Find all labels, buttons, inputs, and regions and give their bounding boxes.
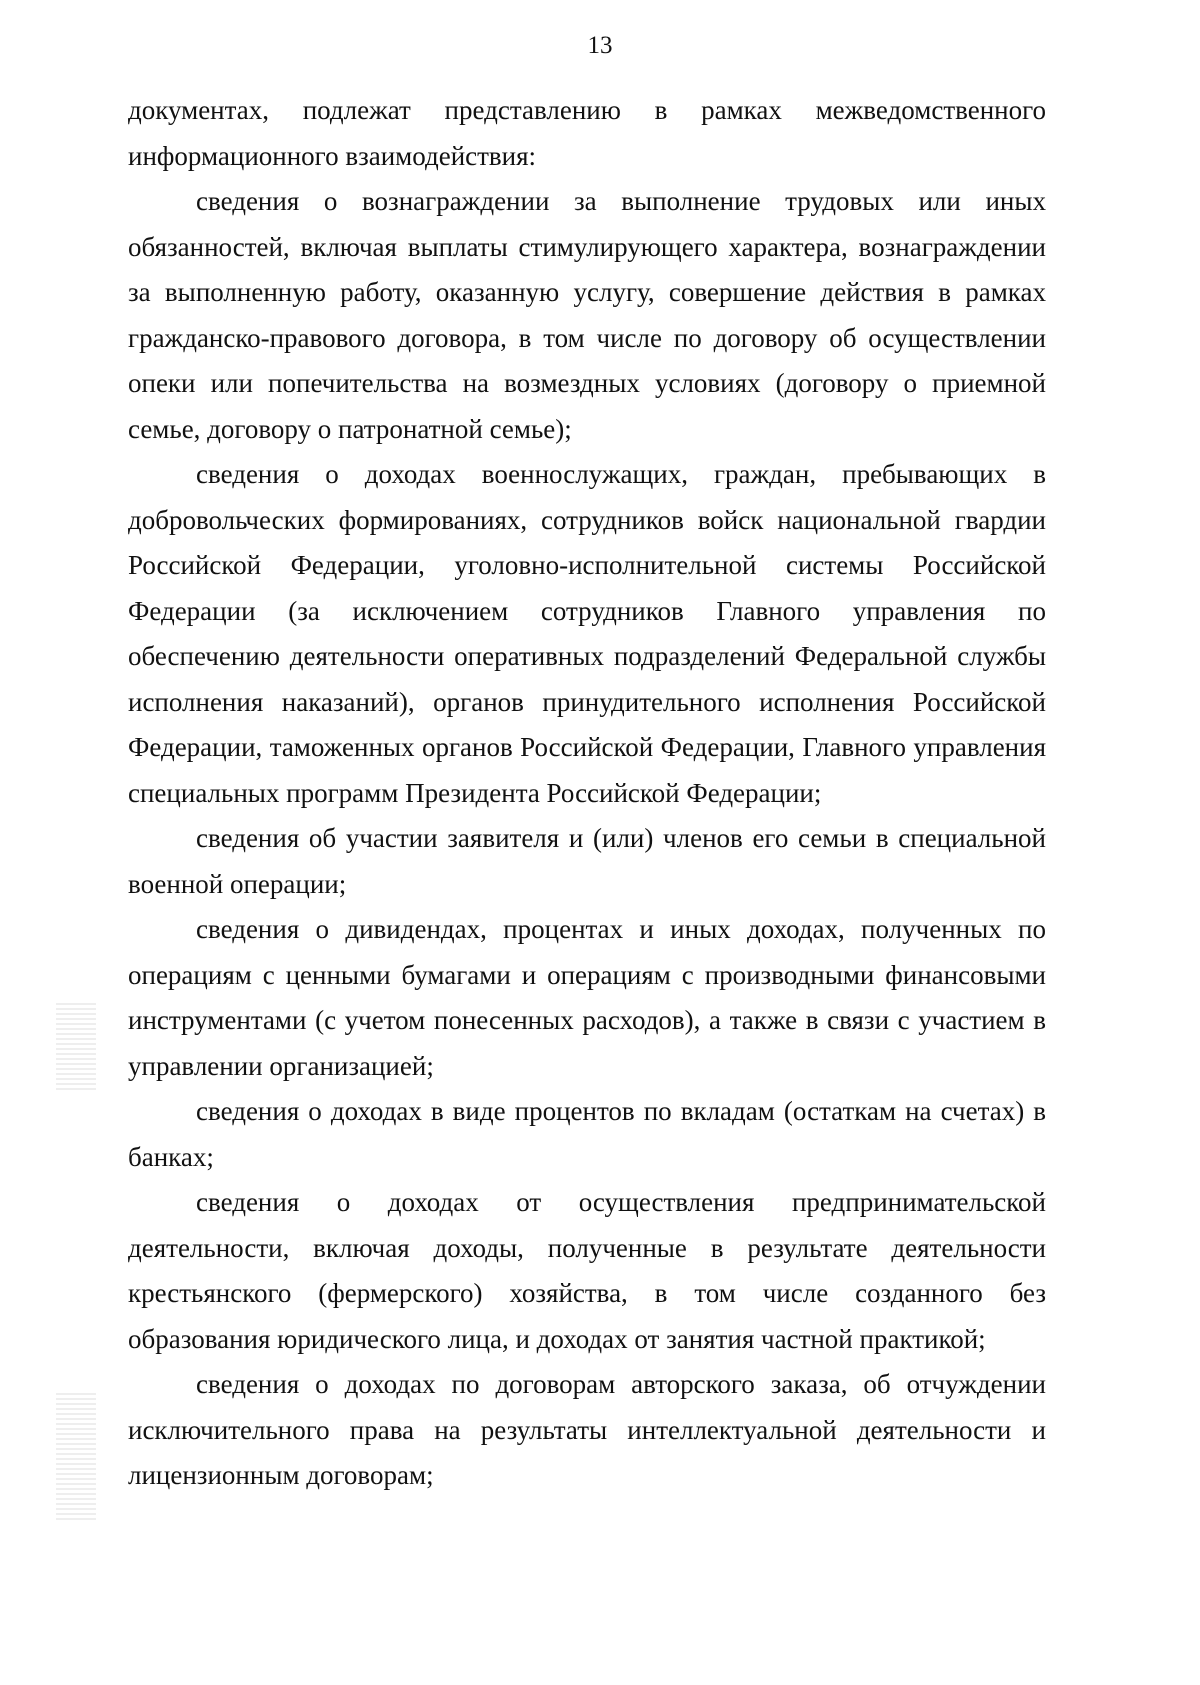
paragraph-business-income: сведения о доходах от осуществления предпринимательской деятельности, включая доходы, полученные в результате деятельности крестьянского (фермерского) хозяйства, в том числе созданного без образования юридического лица, и доходах от занятия частной практикой; (128, 1187, 1046, 1354)
document-body (128, 88, 1046, 1499)
paragraph-remuneration: сведения о вознаграждении за выполнение трудовых или иных обязанностей, включая выплаты стимулирующего характера, вознаграждении за выполненную работу, оказанную услугу, совершение действия в рамках гражданско-правового договора, в том числе по договору об осуществлении опеки или попечительства на возмездных условиях (договору о приемной семье, договору о патронатной семье); (128, 186, 1046, 444)
paragraph-special-operation: сведения об участии заявителя и (или) членов его семьи в специальной военной операции; (128, 823, 1046, 899)
scan-artifact (56, 1000, 96, 1090)
paragraph-dividends: сведения о дивидендах, процентах и иных доходах, полученных по операциям с ценными бумагами и операциям с производными финансовыми инструментами (с учетом понесенных расходов), а также в связи с участием в управлении организацией; (128, 914, 1046, 1081)
page-number: 13 (587, 32, 613, 59)
paragraph-copyright-income: сведения о доходах по договорам авторского заказа, об отчуждении исключительного права на результаты интеллектуальной деятельности и лицензионным договорам; (128, 1369, 1046, 1490)
paragraph-bank-interest: сведения о доходах в виде процентов по вкладам (остаткам на счетах) в банках; (128, 1096, 1046, 1172)
paragraph-military-income: сведения о доходах военнослужащих, граждан, пребывающих в добровольческих формированиях, сотрудников войск национальной гвардии Российской Федерации, уголовно-исполнительной системы Российской Федерации (за исключением сотрудников Главного управления по обеспечению деятельности оперативных подразделений Федеральной службы исполнения наказаний), органов принудительного исполнения Российской Федерации, таможенных органов Российской Федерации, Главного управления специальных программ Президента Российской Федерации; (128, 459, 1046, 808)
scan-artifact (56, 1390, 96, 1520)
paragraph-continuation: документах, подлежат представлению в рамках межведомственного информационного взаимодействия: (128, 95, 1046, 171)
